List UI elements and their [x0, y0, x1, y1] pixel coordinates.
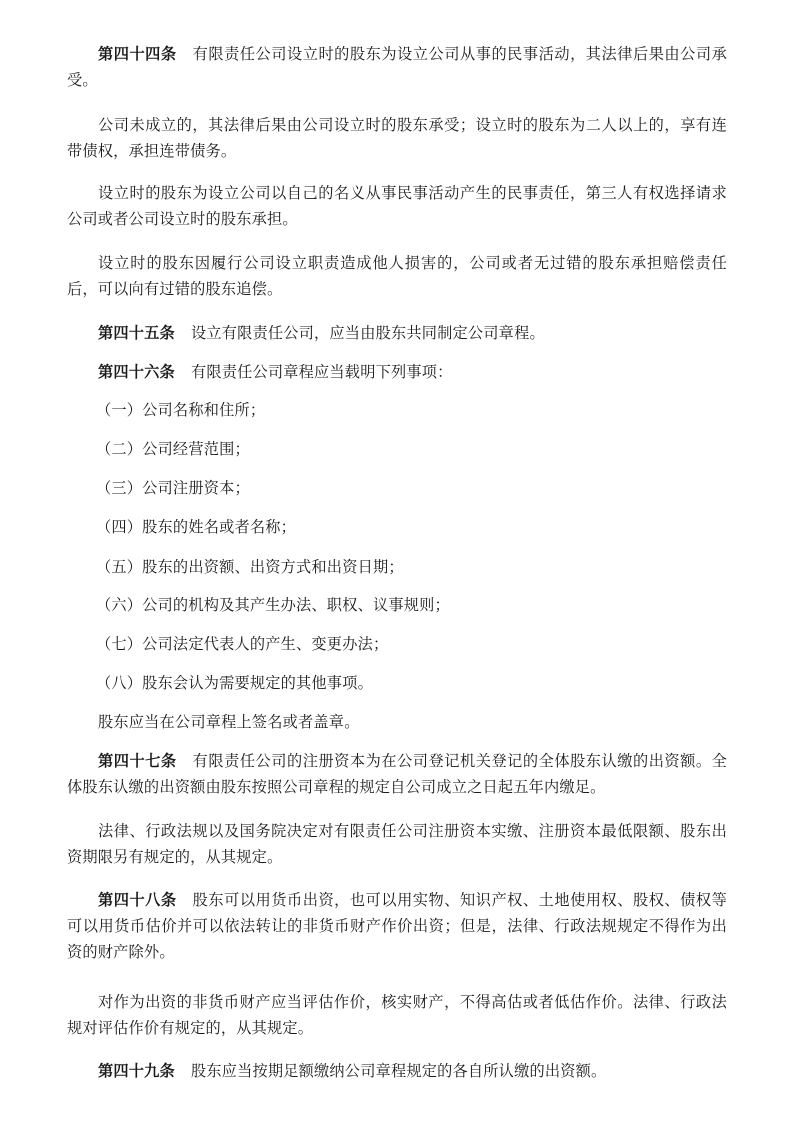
paragraph: [67, 112, 727, 164]
list-item: [67, 475, 727, 501]
paragraph-article-48: [67, 887, 727, 965]
paragraph-text: 有限责任公司设立时的股东为设立公司从事的民事活动，其法律后果由公司承受。: [67, 45, 727, 89]
article-heading: 第四十六条: [98, 363, 175, 381]
list-item: [67, 554, 727, 580]
article-heading: 第四十七条: [98, 752, 177, 770]
article-heading: 第四十九条: [98, 1062, 175, 1080]
paragraph: [67, 989, 727, 1041]
article-heading: 第四十五条: [98, 324, 175, 342]
paragraph-text: 股东应当在公司章程上签名或者盖章。: [98, 713, 360, 731]
paragraph-text: 法律、行政法规以及国务院决定对有限责任公司注册资本实缴、注册资本最低限额、股东出资期限另有规定的，从其规定。: [67, 822, 727, 866]
paragraph-text: （七）公司法定代表人的产生、变更办法；: [96, 635, 389, 653]
paragraph-article-47: [67, 748, 727, 800]
paragraph-text: 设立有限责任公司，应当由股东共同制定公司章程。: [190, 324, 545, 342]
paragraph-article-46: [67, 359, 727, 385]
paragraph: [67, 250, 727, 302]
paragraph-text: （二）公司经营范围；: [96, 440, 250, 458]
paragraph-text: 设立时的股东为设立公司以自己的名义从事民事活动产生的民事责任，第三人有权选择请求公司或者公司设立时的股东承担。: [67, 184, 727, 228]
article-heading: 第四十八条: [98, 891, 177, 909]
list-item: [67, 631, 727, 657]
paragraph-text: 股东可以用货币出资，也可以用实物、知识产权、土地使用权、股权、债权等可以用货币估价并可以依法转让的非货币财产作价出资；但是，法律、行政法规规定不得作为出资的财产除外。: [67, 891, 727, 961]
paragraph: [67, 709, 727, 735]
paragraph: [67, 180, 727, 232]
paragraph-text: 公司未成立的，其法律后果由公司设立时的股东承受；设立时的股东为二人以上的，享有连带债权，承担连带债务。: [67, 116, 727, 160]
article-heading: 第四十四条: [98, 45, 177, 63]
paragraph-text: （八）股东会认为需要规定的其他事项。: [96, 674, 373, 692]
paragraph-text: 对作为出资的非货币财产应当评估作价，核实财产，不得高估或者低估作价。法律、行政法规对评估作价有规定的，从其规定。: [67, 993, 727, 1037]
paragraph-article-44: [67, 41, 727, 93]
paragraph-text: 有限责任公司的注册资本为在公司登记机关登记的全体股东认缴的出资额。全体股东认缴的出资额由股东按照公司章程的规定自公司成立之日起五年内缴足。: [67, 752, 727, 796]
paragraph-text: （一）公司名称和住所；: [96, 401, 266, 419]
paragraph-text: （三）公司注册资本；: [96, 479, 250, 497]
paragraph-text: 股东应当按期足额缴纳公司章程规定的各自所认缴的出资额。: [190, 1062, 607, 1080]
list-item: [67, 670, 727, 696]
paragraph-text: 设立时的股东因履行公司设立职责造成他人损害的，公司或者无过错的股东承担赔偿责任后，可以向有过错的股东追偿。: [67, 254, 727, 298]
paragraph-article-49: [67, 1058, 727, 1084]
paragraph: [67, 818, 727, 870]
list-item: [67, 592, 727, 618]
paragraph-text: 有限责任公司章程应当载明下列事项：: [190, 363, 453, 381]
list-item: [67, 436, 727, 462]
list-item: [67, 514, 727, 540]
paragraph-text: （五）股东的出资额、出资方式和出资日期；: [96, 558, 404, 576]
paragraph-text: （六）公司的机构及其产生办法、职权、议事规则；: [96, 596, 450, 614]
list-item: [67, 397, 727, 423]
paragraph-article-45: [67, 320, 727, 346]
paragraph-text: （四）股东的姓名或者名称；: [96, 518, 297, 536]
